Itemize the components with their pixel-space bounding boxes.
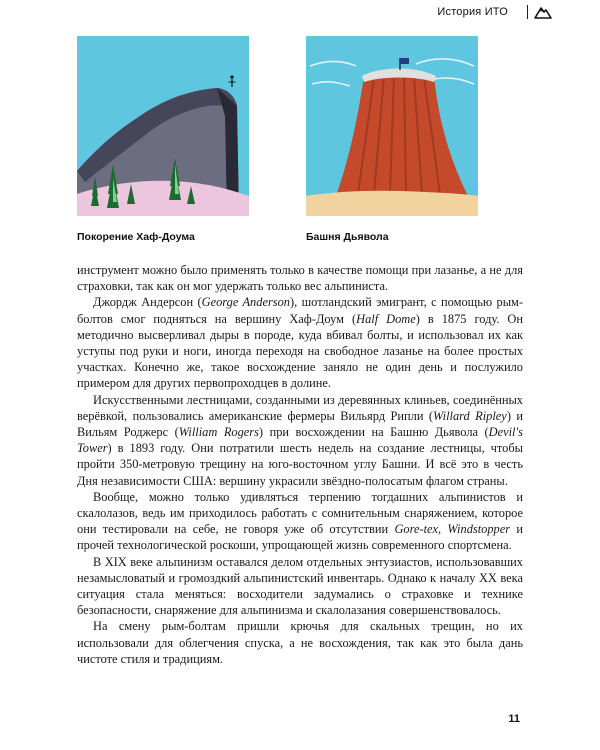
- paragraph-4: Вообще, можно только удивляться терпению тогдашних альпинистов и скалолазов, ведь им приходилось работать с сомнительным снаряжением, которое они тестировали на себе, не говоря уже об отсутствии Gore-tex, Windstopper и прочей технологической роскоши, упрощающей жизнь современного спортсмена.: [77, 489, 523, 553]
- page-number: 11: [508, 713, 520, 725]
- figure-caption-half-dome: Покорение Хаф-Доума: [77, 231, 195, 243]
- paragraph-1: инструмент можно было применять только в качестве помощи при лазанье, а не для страховки, так как он мог удержать только вес альпиниста.: [77, 263, 523, 294]
- paragraph-5: В XIX веке альпинизм оставался делом отдельных энтузиастов, использовавших незамысловатый и громоздкий альпинистский инвентарь. Однако к началу XX века ситуация стала меняться: восходители задумались о страховке и технике безопасности, снаряжение для альпинизма и скалолазания совершенствовалось.: [77, 554, 523, 618]
- half-dome-illustration: [77, 36, 249, 216]
- devils-tower-illustration: [306, 36, 478, 216]
- paragraph-2: Джордж Андерсон (George Anderson), шотландский эмигрант, с помощью рым-болтов смог подняться на вершину Хаф-Доум (Half Dome) в 1875 году. Он методично высверливал дыры в породе, куда вбивал болты, и использовал их как уступы под руки и ноги, иногда переходя на свободное лазанье на более простых участках. Конечно же, такое восхождение заняло не один день и послужило примером для других первопроходцев в долине.: [77, 295, 523, 391]
- body-text: [77, 262, 523, 667]
- figure-caption-devils-tower: Башня Дьявола: [306, 231, 389, 243]
- header-divider: [527, 5, 528, 19]
- header-title: История ИТО: [437, 6, 508, 18]
- running-header: [0, 0, 600, 24]
- mountain-logo-icon: [534, 4, 552, 20]
- paragraph-6: На смену рым-болтам пришли крючья для скальных трещин, но их использовали для облегчения спуска, а не восхождения, так как это была дань чистоте стиля и традициям.: [77, 619, 523, 666]
- paragraph-3: Искусственными лестницами, созданными из деревянных клиньев, соединённых верёвкой, пользовались американские фермеры Вильярд Рипли (Willard Ripley) и Вильям Роджерс (William Rogers) при восхождении на Башню Дьявола (Devil's Tower) в 1893 году. Они потратили шесть недель на создание лестницы, чтобы пройти 350-метровую трещину на юго-восточном углу Башни. И всё это в честь Дня независимости США: вершину украсили звёздно-полосатым флагом страны.: [77, 392, 523, 488]
